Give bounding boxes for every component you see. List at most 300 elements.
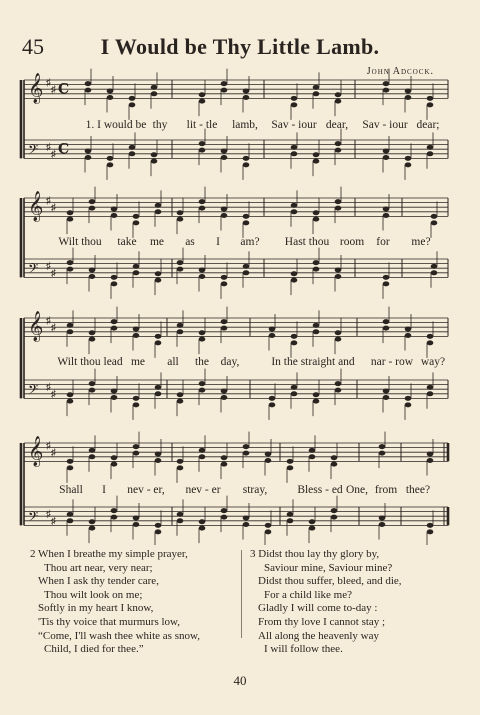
notehead (199, 199, 206, 204)
sharp-icon: ♯ (51, 322, 56, 334)
lyric-syllable: room (339, 236, 365, 248)
composer-credit: John Adcock. (366, 66, 434, 77)
notehead (133, 402, 140, 407)
notehead (427, 523, 434, 528)
notehead (427, 102, 434, 107)
notehead (89, 199, 96, 204)
notehead (177, 512, 184, 517)
notehead (405, 156, 412, 161)
notehead (221, 281, 228, 286)
lyric-syllable: me (149, 236, 165, 248)
notehead (313, 159, 320, 164)
notehead (431, 220, 438, 225)
notehead (107, 156, 114, 161)
sharp-icon: ♯ (51, 202, 56, 214)
notehead (133, 333, 140, 338)
verse-line: When I ask thy tender care, (38, 575, 159, 588)
notehead (335, 330, 342, 335)
notehead (177, 267, 184, 272)
notehead (335, 388, 342, 393)
notehead (221, 455, 228, 460)
notehead (291, 203, 298, 208)
notehead (221, 207, 228, 212)
notehead (313, 329, 320, 334)
notehead (265, 458, 272, 463)
notehead (199, 141, 206, 146)
notehead (331, 462, 338, 467)
notehead (111, 508, 118, 513)
notehead (155, 278, 162, 283)
notehead (243, 156, 250, 161)
notehead (155, 209, 162, 214)
notehead (151, 159, 158, 164)
lyrics-line-2 (0, 236, 480, 250)
notehead (427, 529, 434, 534)
notehead (199, 337, 206, 342)
lyric-syllable: 1. I would be (85, 119, 147, 131)
notehead (335, 92, 342, 97)
notehead (155, 391, 162, 396)
notehead (383, 213, 390, 218)
notehead (133, 451, 140, 456)
lyric-syllable: I (102, 484, 106, 496)
verse-line: Child, I died for thee.” (44, 643, 144, 656)
notehead (155, 458, 162, 463)
sharp-icon: ♯ (46, 509, 51, 521)
notehead (287, 518, 294, 523)
notehead (331, 508, 338, 513)
verse-line: 'Tis thy voice that murmurs low, (38, 615, 181, 628)
notehead (221, 326, 228, 331)
notehead (427, 334, 434, 339)
notehead (85, 88, 92, 93)
notehead (313, 267, 320, 272)
treble-clef-icon: 𝄞 (28, 191, 44, 222)
notehead (67, 217, 74, 222)
lyric-syllable: dear, (325, 119, 349, 131)
notehead (243, 162, 250, 167)
notehead (67, 512, 74, 517)
lyric-syllable: thy (152, 119, 168, 131)
notehead (89, 268, 96, 273)
lyric-syllable: In the straight and (271, 356, 355, 368)
lyric-syllable: am? (240, 236, 260, 248)
notehead (199, 206, 206, 211)
notehead (67, 465, 74, 470)
notehead (243, 264, 250, 269)
notehead (133, 214, 140, 219)
notehead (335, 148, 342, 153)
notehead (243, 516, 250, 521)
notehead (221, 319, 228, 324)
notehead (221, 149, 228, 154)
notehead (89, 526, 96, 531)
notehead (243, 89, 250, 94)
notehead (199, 274, 206, 279)
notehead (107, 89, 114, 94)
notehead (379, 451, 386, 456)
notehead (177, 329, 184, 334)
sharp-icon: ♯ (46, 261, 51, 273)
notehead (199, 99, 206, 104)
notehead (177, 399, 184, 404)
notehead (313, 392, 320, 397)
notehead (331, 515, 338, 520)
notehead (291, 334, 298, 339)
notehead (335, 268, 342, 273)
notehead (111, 326, 118, 331)
notehead (427, 96, 434, 101)
notehead (335, 199, 342, 204)
notehead (133, 522, 140, 527)
sharp-icon: ♯ (46, 440, 51, 452)
notehead (133, 270, 140, 275)
notehead (405, 333, 412, 338)
lyric-syllable: stray, (242, 484, 268, 496)
notehead (111, 515, 118, 520)
notehead (287, 465, 294, 470)
notehead (67, 329, 74, 334)
notehead (221, 515, 228, 520)
lyric-syllable: all (167, 356, 179, 368)
notehead (309, 519, 316, 524)
notehead (129, 151, 136, 156)
notehead (291, 278, 298, 283)
verse-line: Gladly I will come to-day : (258, 602, 378, 615)
lyric-syllable: thee? (405, 484, 431, 496)
notehead (89, 454, 96, 459)
notehead (269, 333, 276, 338)
common-time-icon: C (58, 141, 70, 158)
bass-clef-icon: 𝄢 (28, 141, 39, 161)
notehead (155, 334, 162, 339)
notehead (107, 162, 114, 167)
lyric-syllable: Sav - iour (362, 119, 408, 131)
lyric-syllable: One, (345, 484, 369, 496)
notehead (313, 323, 320, 328)
sharp-icon: ♯ (46, 142, 51, 154)
notehead (383, 389, 390, 394)
verse-line: 2 When I breathe my simple prayer, (30, 548, 188, 560)
notehead (199, 448, 206, 453)
notehead (133, 220, 140, 225)
notehead (133, 396, 140, 401)
notehead (291, 391, 298, 396)
notehead (431, 264, 438, 269)
notehead (383, 155, 390, 160)
notehead (309, 448, 316, 453)
notehead (291, 151, 298, 156)
notehead (199, 526, 206, 531)
sharp-icon: ♯ (51, 268, 56, 280)
notehead (335, 141, 342, 146)
notehead (111, 319, 118, 324)
notehead (199, 381, 206, 386)
hymn-number: 45 (22, 34, 44, 59)
notehead (265, 452, 272, 457)
notehead (129, 102, 136, 107)
verse-line: 3 Didst thou lay thy glory by, (250, 548, 380, 560)
notehead (155, 452, 162, 457)
notehead (67, 459, 74, 464)
notehead (331, 455, 338, 460)
notehead (291, 209, 298, 214)
notehead (405, 327, 412, 332)
notehead (85, 81, 92, 86)
sharp-icon: ♯ (51, 149, 56, 161)
notehead (405, 89, 412, 94)
notehead (287, 459, 294, 464)
sharp-icon: ♯ (46, 382, 51, 394)
verse-2 (30, 548, 235, 657)
notehead (383, 207, 390, 212)
lyric-syllable: lamb, (232, 119, 258, 131)
notehead (383, 395, 390, 400)
notehead (111, 462, 118, 467)
lyric-syllable: Wilt thou lead (57, 356, 123, 368)
notehead (405, 162, 412, 167)
notehead (405, 402, 412, 407)
lyric-syllable: Bless - ed (297, 484, 343, 496)
notehead (405, 95, 412, 100)
verse-divider (241, 550, 242, 638)
notehead (85, 149, 92, 154)
verse-line: Saviour mine, Saviour mine? (264, 561, 393, 574)
notehead (269, 327, 276, 332)
lyric-syllable: nev - er, (127, 484, 165, 496)
notehead (111, 207, 118, 212)
notehead (431, 214, 438, 219)
notehead (243, 522, 250, 527)
notehead (243, 95, 250, 100)
notehead (133, 327, 140, 332)
notehead (427, 151, 434, 156)
notehead (265, 529, 272, 534)
lyric-syllable: take (117, 236, 137, 248)
notehead (177, 210, 184, 215)
notehead (67, 392, 74, 397)
lyric-syllable: for (376, 236, 390, 248)
notehead (151, 152, 158, 157)
notehead (177, 217, 184, 222)
notehead (151, 91, 158, 96)
notehead (291, 385, 298, 390)
notehead (221, 508, 228, 513)
notehead (291, 271, 298, 276)
notehead (313, 217, 320, 222)
notehead (111, 455, 118, 460)
notehead (67, 210, 74, 215)
notehead (129, 96, 136, 101)
notehead (221, 462, 228, 467)
treble-clef-icon: 𝄞 (28, 311, 44, 342)
notehead (67, 399, 74, 404)
notehead (89, 381, 96, 386)
verse-line: Thou wilt look on me; (44, 588, 143, 601)
notehead (129, 145, 136, 150)
notehead (85, 155, 92, 160)
notehead (221, 81, 228, 86)
notehead (67, 518, 74, 523)
notehead (155, 340, 162, 345)
notehead (383, 319, 390, 324)
notehead (177, 260, 184, 265)
verse-line: I will follow thee. (264, 643, 343, 656)
lyrics-line-1 (0, 119, 480, 133)
notehead (427, 340, 434, 345)
notehead (269, 402, 276, 407)
bass-clef-icon: 𝄢 (28, 508, 39, 528)
lyric-syllable: nev - er (185, 484, 221, 496)
notehead (89, 519, 96, 524)
notehead (67, 323, 74, 328)
notehead (243, 214, 250, 219)
lyric-syllable: I (216, 236, 220, 248)
notehead (309, 526, 316, 531)
notehead (199, 268, 206, 273)
notehead (221, 395, 228, 400)
notehead (427, 458, 434, 463)
notehead (431, 270, 438, 275)
notehead (243, 270, 250, 275)
notehead (427, 145, 434, 150)
notehead (107, 95, 114, 100)
notehead (89, 274, 96, 279)
lyric-syllable: nar - row (370, 356, 414, 368)
notehead (89, 206, 96, 211)
notehead (427, 452, 434, 457)
common-time-icon: C (58, 81, 70, 98)
notehead (199, 92, 206, 97)
notehead (177, 323, 184, 328)
notehead (133, 516, 140, 521)
notehead (379, 516, 386, 521)
notehead (199, 454, 206, 459)
notehead (89, 330, 96, 335)
notehead (243, 220, 250, 225)
notehead (243, 444, 250, 449)
notehead (383, 149, 390, 154)
lyrics-line-3 (0, 356, 480, 370)
notehead (335, 274, 342, 279)
lyric-syllable: Hast thou (284, 236, 330, 248)
notehead (383, 81, 390, 86)
notehead (177, 518, 184, 523)
notehead (383, 88, 390, 93)
notehead (111, 281, 118, 286)
notehead (221, 275, 228, 280)
lyric-syllable: day, (220, 356, 240, 368)
notehead (243, 451, 250, 456)
notehead (199, 148, 206, 153)
verse-line: From thy love I cannot stay ; (258, 615, 386, 628)
notehead (309, 454, 316, 459)
notehead (89, 388, 96, 393)
notehead (89, 448, 96, 453)
notehead (221, 389, 228, 394)
notehead (313, 210, 320, 215)
page-number: 40 (233, 673, 247, 688)
notehead (291, 145, 298, 150)
notehead (265, 523, 272, 528)
sharp-icon: ♯ (46, 77, 51, 89)
lyric-syllable: from (374, 484, 398, 496)
notehead (177, 392, 184, 397)
lyric-syllable: lit - tle (186, 119, 218, 131)
notehead (335, 381, 342, 386)
notehead (111, 395, 118, 400)
notehead (313, 152, 320, 157)
notehead (133, 444, 140, 449)
bass-clef-icon: 𝄢 (28, 381, 39, 401)
notehead (291, 102, 298, 107)
lyric-syllable: way? (420, 356, 446, 368)
notehead (177, 459, 184, 464)
verse-line: For a child like me? (264, 588, 352, 601)
notehead (133, 264, 140, 269)
notehead (199, 388, 206, 393)
lyric-syllable: dear; (416, 119, 440, 131)
notehead (335, 337, 342, 342)
notehead (383, 275, 390, 280)
notehead (313, 85, 320, 90)
notehead (111, 275, 118, 280)
notehead (221, 88, 228, 93)
sharp-icon: ♯ (51, 389, 56, 401)
notehead (155, 271, 162, 276)
notehead (199, 330, 206, 335)
notehead (67, 260, 74, 265)
notehead (335, 206, 342, 211)
treble-clef-icon: 𝄞 (28, 436, 44, 467)
sharp-icon: ♯ (46, 315, 51, 327)
sharp-icon: ♯ (51, 516, 56, 528)
notehead (89, 337, 96, 342)
notehead (383, 326, 390, 331)
verse-line: Softly in my heart I know, (38, 602, 154, 615)
sharp-icon: ♯ (46, 195, 51, 207)
notehead (199, 519, 206, 524)
verse-line: Thou art near, very near; (44, 561, 153, 574)
notehead (313, 399, 320, 404)
notehead (177, 465, 184, 470)
notehead (111, 389, 118, 394)
lyrics-line-4 (0, 484, 480, 498)
hymn-title: I Would be Thy Little Lamb. (100, 34, 380, 59)
notehead (155, 523, 162, 528)
notehead (269, 396, 276, 401)
notehead (379, 444, 386, 449)
lyric-syllable: Sav - iour (271, 119, 317, 131)
notehead (287, 512, 294, 517)
notehead (155, 529, 162, 534)
lyric-syllable: as (185, 236, 195, 248)
notehead (155, 203, 162, 208)
notehead (155, 385, 162, 390)
notehead (221, 155, 228, 160)
notehead (427, 391, 434, 396)
notehead (383, 281, 390, 286)
sharp-icon: ♯ (51, 84, 56, 96)
notehead (291, 340, 298, 345)
notehead (111, 213, 118, 218)
notehead (405, 396, 412, 401)
notehead (313, 91, 320, 96)
notehead (313, 260, 320, 265)
treble-clef-icon: 𝄞 (28, 73, 44, 104)
notehead (379, 522, 386, 527)
lyric-syllable: me? (411, 236, 431, 248)
